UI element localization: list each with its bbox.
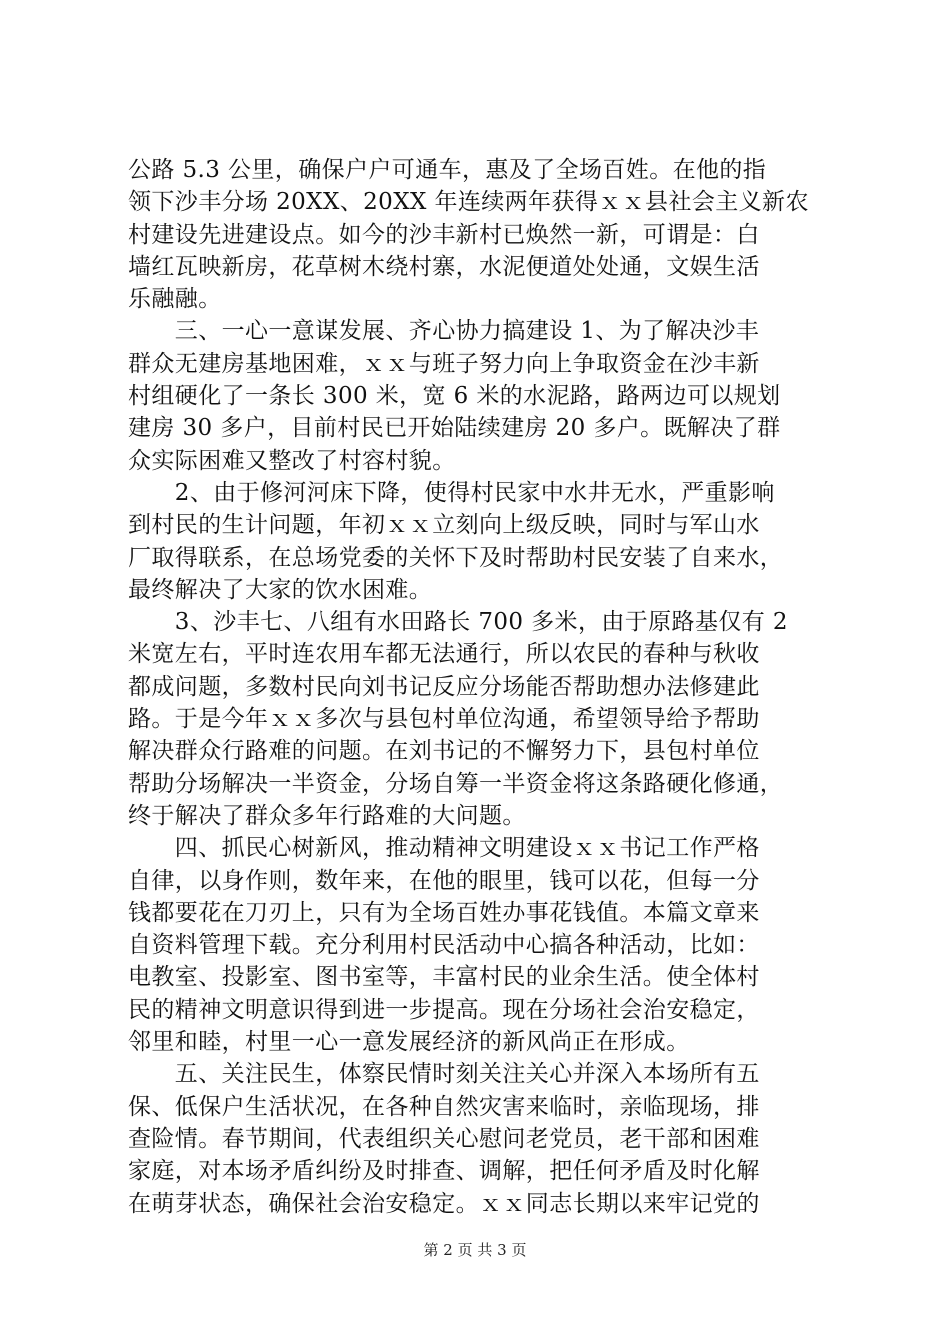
text-line: 2、由于修河河床下降，使得村民家中水井无水，严重影响 (128, 479, 775, 506)
text-line: 三、一心一意谋发展、齐心协力搞建设 1、为了解决沙丰 (128, 318, 760, 345)
text-line: 群众无建房基地困难，ｘｘ与班子努力向上争取资金在沙丰新 (128, 350, 760, 377)
text-line: 到村民的生计问题，年初ｘｘ立刻向上级反映，同时与军山水 (128, 512, 760, 539)
text-line: 建房 30 多户，目前村民已开始陆续建房 20 多户。既解决了群 (128, 415, 781, 442)
text-line: 钱都要花在刀刃上，只有为全场百姓办事花钱值。本篇文章来 (128, 899, 760, 926)
page-footer: 第 2 页 共 3 页 (423, 1241, 527, 1259)
text-line: 公路 5.3 公里，确保户户可通车，惠及了全场百姓。在他的指 (128, 157, 767, 183)
text-line: 路。于是今年ｘｘ多次与县包村单位沟通，希望领导给予帮助 (128, 706, 760, 733)
text-line: 查险情。春节期间，代表组织关心慰问老党员，老干部和困难 (128, 1125, 760, 1152)
text-line: 邻里和睦，村里一心一意发展经济的新风尚正在形成。 (128, 1029, 690, 1056)
document-body (128, 154, 836, 1220)
text-line: 墙红瓦映新房，花草树木绕村寨，水泥便道处处通，文娱生活 (128, 253, 760, 280)
text-line: 民的精神文明意识得到进一步提高。现在分场社会治安稳定， (128, 996, 760, 1023)
text-line: 在萌芽状态，确保社会治安稳定。ｘｘ同志长期以来牢记党的 (128, 1190, 760, 1217)
text-line: 终于解决了群众多年行路难的大问题。 (128, 802, 526, 829)
text-line: 村组硬化了一条长 300 米，宽 6 米的水泥路，路两边可以规划 (128, 383, 781, 410)
text-line: 领下沙丰分场 20XX、20XX 年连续两年获得ｘｘ县社会主义新农 (128, 189, 809, 216)
text-line: 四、抓民心树新风，推动精神文明建设ｘｘ书记工作严格 (128, 835, 760, 862)
text-line: 都成问题，多数村民向刘书记反应分场能否帮助想办法修建此 (128, 673, 760, 700)
text-line: 最终解决了大家的饮水困难。 (128, 576, 433, 603)
text-line: 五、关注民生，体察民情时刻关注关心并深入本场所有五 (128, 1061, 760, 1088)
text-line: 电教室、投影室、图书室等，丰富村民的业余生活。使全体村 (128, 964, 760, 991)
text-line: 米宽左右，平时连农用车都无法通行，所以农民的春种与秋收 (128, 641, 760, 668)
text-line: 自律，以身作则，数年来，在他的眼里，钱可以花，但每一分 (128, 867, 760, 894)
text-line: 乐融融。 (128, 286, 222, 313)
text-line: 3、沙丰七、八组有水田路长 700 多米，由于原路基仅有 2 (128, 609, 788, 636)
text-line: 自资料管理下载。充分利用村民活动中心搞各种活动，比如： (128, 932, 760, 959)
text-line: 家庭，对本场矛盾纠纷及时排查、调解，把任何矛盾及时化解 (128, 1158, 760, 1185)
text-line: 厂取得联系，在总场党委的关怀下及时帮助村民安装了自来水， (128, 544, 784, 571)
text-line: 保、低保户生活状况，在各种自然灾害来临时，亲临现场，排 (128, 1093, 760, 1120)
text-line: 帮助分场解决一半资金，分场自筹一半资金将这条路硬化修通， (128, 770, 784, 797)
text-line: 解决群众行路难的问题。在刘书记的不懈努力下，县包村单位 (128, 738, 760, 765)
text-line: 众实际困难又整改了村容村貌。 (128, 447, 456, 474)
text-line: 村建设先进建设点。如今的沙丰新村已焕然一新，可谓是：白 (128, 221, 760, 248)
